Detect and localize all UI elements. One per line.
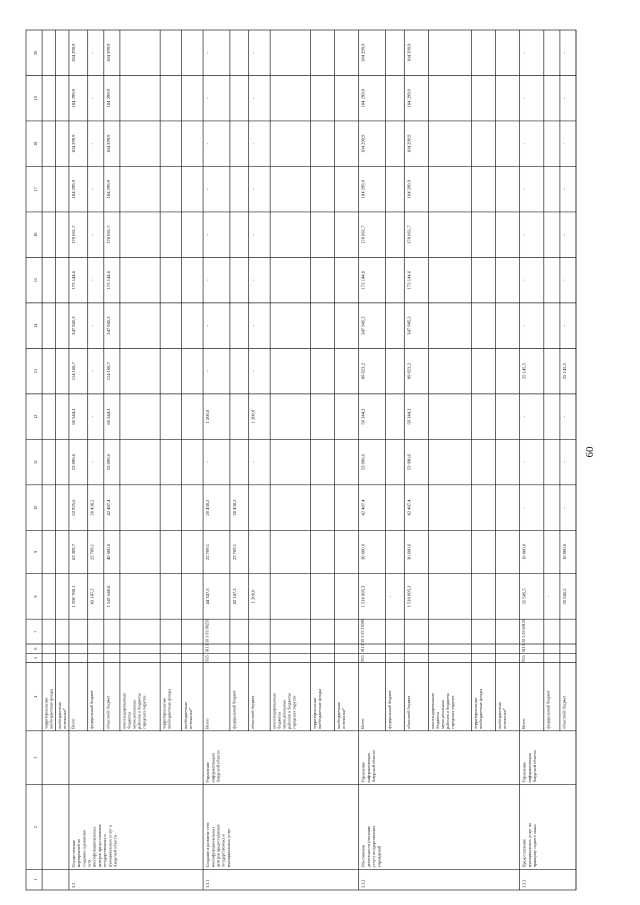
measure-name-line: центров предоставления (96, 824, 102, 868)
funding-source-line: федеральный бюджет (545, 690, 551, 729)
executor-line: Управление (360, 762, 366, 783)
header-cell-19: 19 (32, 96, 38, 101)
funding-value: 184 299,9 (406, 134, 412, 153)
table-row (57, 702, 67, 729)
funding-value: - (89, 233, 95, 236)
funding-value: - (561, 506, 567, 509)
funding-source-line: федеральный бюджет (387, 690, 393, 729)
funding-value: - (250, 461, 256, 463)
funding-value: 184 299,9 (406, 89, 412, 108)
funding-source-line: федеральный бюджет (89, 690, 95, 729)
funding-value: - (89, 461, 95, 463)
funding-source-line: городских округов (141, 695, 147, 729)
funding-value: - (250, 51, 256, 54)
funding-source-line: территориальные (472, 697, 478, 729)
funding-value: 53 090,6 (406, 454, 412, 471)
funding-value: 60 544,3 (70, 408, 76, 425)
funding-value: 1 547 640,8 (105, 585, 111, 608)
funding-value: - (521, 188, 527, 190)
executor-line: информатизации (365, 753, 371, 783)
funding-value: 42 487,4 (406, 499, 412, 516)
funding-value: 114 168,7 (70, 361, 76, 381)
funding-value: 22 709,1 (231, 543, 237, 561)
funding-source-line: бюджеты (276, 712, 282, 729)
measure-name-line: государственных и (220, 834, 226, 868)
funding-source-line: районов и бюджеты (136, 693, 142, 729)
funding-value: 1 590 788,1 (70, 585, 76, 608)
funding-value: - (250, 279, 256, 281)
table-row (121, 693, 146, 729)
measure-name-line: государственных и (102, 834, 108, 868)
measure-name-line: созданию и развитию (81, 829, 87, 868)
funding-source-line: консолидированные (429, 692, 435, 729)
funding-value: 178 061,7 (406, 225, 412, 244)
funding-value: 347 945,3 (70, 316, 76, 335)
funding-value: 1 510 895,3 (360, 585, 366, 608)
funding-source-line: областной бюджет (105, 695, 111, 729)
table-row (387, 595, 393, 729)
budget-code: 10 3 03 90250 (204, 618, 210, 643)
funding-value: 173 144,6 (105, 270, 111, 290)
funding-source-line: внебюджетные фонды (166, 689, 172, 729)
funding-value: 1 510 895,3 (406, 585, 412, 608)
header-cell-12: 12 (32, 414, 38, 419)
measure-name-line: деятельности (оказание (365, 826, 371, 868)
funding-value: - (205, 51, 211, 54)
budget-code: 935 (521, 655, 527, 662)
funding-value: 347 945,3 (360, 316, 366, 335)
funding-value: - (561, 188, 567, 190)
funding-source-line: бюджеты (434, 712, 440, 729)
funding-value: 42 487,4 (360, 499, 366, 516)
funding-value: - (387, 595, 393, 598)
funding-value: - (250, 188, 256, 190)
funding-value: 42 487,4 (105, 499, 111, 516)
funding-value: 89 023,2 (406, 363, 412, 380)
table-row (336, 702, 346, 729)
funding-value: - (561, 233, 567, 236)
funding-value: 22 709,1 (89, 543, 95, 561)
funding-source-line: внебюджетные фонды (48, 689, 54, 729)
funding-value: - (250, 142, 256, 145)
funding-value: 53 090,6 (360, 454, 366, 471)
executor-line: Амурской области (532, 750, 538, 783)
funding-value: - (521, 324, 527, 327)
measure-name-line: муниципальных услуг (225, 828, 231, 868)
funding-value: - (205, 233, 211, 236)
funding-source-line: консолидированные (271, 692, 277, 729)
funding-value: - (205, 461, 211, 463)
table-row (272, 693, 297, 729)
funding-value: 184 299,9 (406, 43, 412, 62)
header-cell-8: 8 (32, 595, 38, 598)
funding-value: 43 147,3 (89, 588, 95, 605)
funding-source-line: федеральный бюджет (231, 690, 237, 729)
funding-value: 1 200,0 (250, 409, 256, 424)
funding-value: 20 438,2 (231, 499, 237, 516)
funding-value: 184 299,9 (70, 89, 76, 108)
measure-name-line: принципу «одного окна» (532, 824, 538, 868)
row-number: 3.3.2 (360, 879, 366, 888)
funding-value: 25 145,5 (561, 363, 567, 380)
funding-value: 173 144,6 (406, 270, 412, 290)
funding-source-line: муниципальных (439, 699, 445, 729)
funding-source-line: источники* (341, 707, 347, 729)
funding-value: - (250, 97, 256, 99)
funding-value: - (521, 279, 527, 281)
funding-value: - (521, 97, 527, 99)
funding-value: 22 709,1 (205, 543, 211, 561)
measure-name-line: услуг) государственных (371, 825, 377, 868)
measure-name-line: Обеспечение (360, 844, 366, 868)
header-cell-18: 18 (32, 141, 38, 146)
funding-value: - (561, 324, 567, 327)
funding-value: 60 544,3 (105, 408, 111, 425)
page-number: 60 (584, 446, 596, 458)
budget-code: 935 (360, 655, 366, 662)
measure-name-line: муниципальных услуг в (107, 825, 113, 868)
executor-line: информатизации (526, 753, 532, 783)
executor-line: Амурской области (215, 750, 221, 783)
funding-source-line: территориальные (161, 697, 167, 729)
measure-name-line: многофункциональных (210, 826, 216, 868)
funding-value: 63 309,7 (70, 543, 76, 561)
funding-value: 89 023,2 (360, 363, 366, 380)
funding-value: 184 299,9 (105, 43, 111, 62)
funding-value: 43 147,3 (231, 588, 237, 605)
measure-name-line: Создание и развитие сети (205, 822, 211, 868)
table-row (89, 52, 96, 729)
table-row (183, 702, 193, 729)
header-cell-17: 17 (32, 187, 38, 192)
funding-value: 35 545,5 (561, 588, 567, 605)
header-cell-1: 1 (32, 878, 38, 881)
table-row (360, 43, 381, 888)
header-cell-4: 4 (32, 695, 38, 698)
funding-value: 10 000,0 (561, 543, 567, 561)
funding-value: - (561, 51, 567, 54)
funding-value: 1 200,0 (205, 409, 211, 424)
header-cell-14: 14 (32, 323, 38, 328)
funding-value: 53 090,6 (70, 454, 76, 471)
funding-value: - (205, 370, 211, 372)
budget-code: 0113 (521, 644, 527, 653)
header-cell-5: 5 (32, 656, 38, 659)
funding-value: 53 090,6 (105, 454, 111, 471)
funding-value: 184 299,9 (360, 89, 366, 108)
funding-value: - (545, 595, 551, 598)
funding-source-line: источники* (62, 707, 68, 729)
budget-code: 935 (204, 655, 210, 662)
budget-code: 10 3 03 60150 (521, 618, 527, 643)
funding-value: 184 299,9 (360, 43, 366, 62)
funding-value: - (521, 415, 527, 418)
funding-source-line: Всего (521, 718, 527, 729)
funding-value: - (250, 324, 256, 327)
executor-line: информатизации (210, 753, 216, 783)
funding-value: - (89, 415, 95, 418)
funding-value: - (205, 142, 211, 145)
funding-value: - (89, 97, 95, 99)
table-row (162, 689, 172, 729)
funding-value: - (250, 370, 256, 372)
measure-name-line: учреждений (376, 846, 382, 868)
funding-value: 44 347,3 (205, 588, 211, 605)
funding-value: 178 061,7 (70, 225, 76, 244)
funding-value: 178 061,7 (105, 225, 111, 244)
funding-source-line: внебюджетные (57, 702, 63, 729)
header-cell-10: 10 (32, 505, 38, 510)
funding-value: 1 200,0 (250, 589, 256, 604)
funding-value: - (89, 370, 95, 372)
budget-code: 0113 (204, 644, 210, 653)
header-cell-6: 6 (32, 647, 38, 650)
funding-source-line: внебюджетные (336, 702, 342, 729)
funding-value: 184 299,9 (406, 179, 412, 199)
funding-source-line: внебюджетные фонды (477, 689, 483, 729)
measure-name-line: муниципальных услуг по (526, 823, 532, 868)
funding-source-line: городских округов (449, 695, 455, 729)
funding-source-line: внебюджетные фонды (316, 689, 322, 729)
funding-value: - (89, 51, 95, 54)
measure-name-line: Предоставление (521, 838, 527, 868)
funding-value: 30 600,6 (360, 543, 366, 561)
funding-value: 178 061,7 (360, 225, 366, 244)
measure-name-line: Амурской области (112, 835, 118, 868)
funding-value: 35 545,5 (521, 588, 527, 605)
table-row (105, 43, 112, 729)
funding-source-line: источники* (502, 707, 508, 729)
funding-source-line: Всего (360, 718, 366, 729)
row-number: 3.3.3 (521, 879, 527, 888)
funding-value: 20 438,2 (205, 499, 211, 516)
funding-source-line: консолидированные (121, 692, 127, 729)
measure-name-line: Осуществление (70, 839, 76, 868)
funding-value: 59 344,3 (360, 408, 366, 425)
funding-source-line: муниципальных (131, 699, 137, 729)
table-row (561, 52, 568, 729)
funding-source-line: Всего (70, 718, 76, 729)
funding-value: 25 145,5 (521, 363, 527, 380)
funding-value: - (561, 142, 567, 145)
executor-line: Амурской области (371, 750, 377, 783)
funding-value: - (521, 142, 527, 145)
funding-value: 20 438,2 (89, 499, 95, 516)
funding-source-line: Всего (204, 718, 210, 729)
table-row (497, 702, 507, 729)
table-row (231, 499, 238, 729)
funding-value: - (89, 279, 95, 281)
funding-value: 184 299,9 (360, 134, 366, 153)
table-row (44, 689, 54, 729)
header-cell-11: 11 (32, 460, 38, 464)
header-cell-13: 13 (32, 369, 38, 374)
row-number: 3.3.1 (205, 879, 211, 888)
funding-value: - (521, 461, 527, 463)
funding-source-line: областной бюджет (561, 695, 567, 729)
header-cell-2: 2 (32, 825, 38, 828)
funding-value: - (89, 188, 95, 190)
funding-value: - (521, 506, 527, 509)
funding-source-line: источники* (188, 707, 194, 729)
funding-value: - (521, 233, 527, 236)
funding-source-line: внебюджетные (497, 702, 503, 729)
header-cell-3: 3 (32, 756, 38, 759)
funding-value: 40 600,6 (105, 543, 111, 561)
budget-code: 10 3 03 10390 (360, 618, 366, 643)
funding-value: - (561, 415, 567, 418)
funding-value: - (205, 324, 211, 327)
funding-value: 347 945,3 (105, 316, 111, 335)
funding-value: 184 299,9 (70, 134, 76, 153)
table-row (473, 689, 483, 729)
funding-value: 173 144,6 (360, 270, 366, 290)
measure-name-line: многофункциональных (91, 826, 97, 868)
funding-value: - (561, 97, 567, 99)
funding-value: 184 299,9 (105, 89, 111, 108)
table-row (545, 595, 551, 729)
table-row (312, 689, 322, 729)
header-cell-20: 20 (32, 50, 38, 55)
funding-value: 59 344,3 (406, 408, 412, 425)
funding-value: - (250, 233, 256, 236)
table-row (430, 693, 455, 729)
funding-source-line: городских округов (291, 695, 297, 729)
table-row (406, 43, 413, 729)
table-row (250, 52, 257, 729)
funding-value: 184 299,9 (70, 179, 76, 199)
funding-source-line: бюджеты (126, 712, 132, 729)
measure-name-line: мероприятий по (76, 839, 82, 868)
funding-value: - (89, 324, 95, 327)
budget-code: 0113 (360, 644, 366, 653)
funding-value: - (205, 279, 211, 281)
funding-value: 114 168,7 (105, 361, 111, 381)
funding-source-line: районов и бюджеты (444, 693, 450, 729)
funding-value: 347 945,3 (406, 316, 412, 335)
funding-value: - (561, 279, 567, 281)
funding-value: - (205, 188, 211, 190)
table-body (26, 30, 576, 890)
funding-value: 184 299,9 (360, 179, 366, 199)
funding-value: 184 299,9 (105, 134, 111, 153)
funding-source-line: территориальные (311, 697, 317, 729)
measure-name-line: центров предоставления (215, 824, 221, 868)
executor-line: Управление (205, 762, 211, 783)
funding-source-line: территориальные (43, 697, 49, 729)
header-cell-7: 7 (32, 630, 38, 633)
funding-value: 184 299,9 (105, 179, 111, 199)
funding-source-line: внебюджетные (183, 702, 189, 729)
funding-value: 30 600,6 (406, 543, 412, 561)
row-number: 3.3 (70, 882, 76, 888)
table-row (521, 52, 537, 888)
funding-value: 10 000,0 (521, 543, 527, 561)
funding-value: - (561, 461, 567, 463)
funding-value: - (89, 142, 95, 145)
funding-source-line: районов и бюджеты (286, 693, 292, 729)
funding-value: 62 925,6 (70, 499, 76, 516)
header-cell-16: 16 (32, 232, 38, 237)
header-cell-9: 9 (32, 550, 38, 553)
funding-value: 173 144,6 (70, 270, 76, 290)
funding-source-line: областной бюджет (250, 695, 256, 729)
header-cell-15: 15 (32, 278, 38, 283)
funding-source-line: областной бюджет (405, 695, 411, 729)
table-row (205, 52, 231, 888)
measure-name-line: сети (86, 859, 92, 868)
funding-value: 184 299,9 (70, 43, 76, 62)
funding-value: - (205, 97, 211, 99)
executor-line: Управление (521, 762, 527, 783)
funding-value: - (521, 51, 527, 54)
funding-source-line: муниципальных (281, 699, 287, 729)
